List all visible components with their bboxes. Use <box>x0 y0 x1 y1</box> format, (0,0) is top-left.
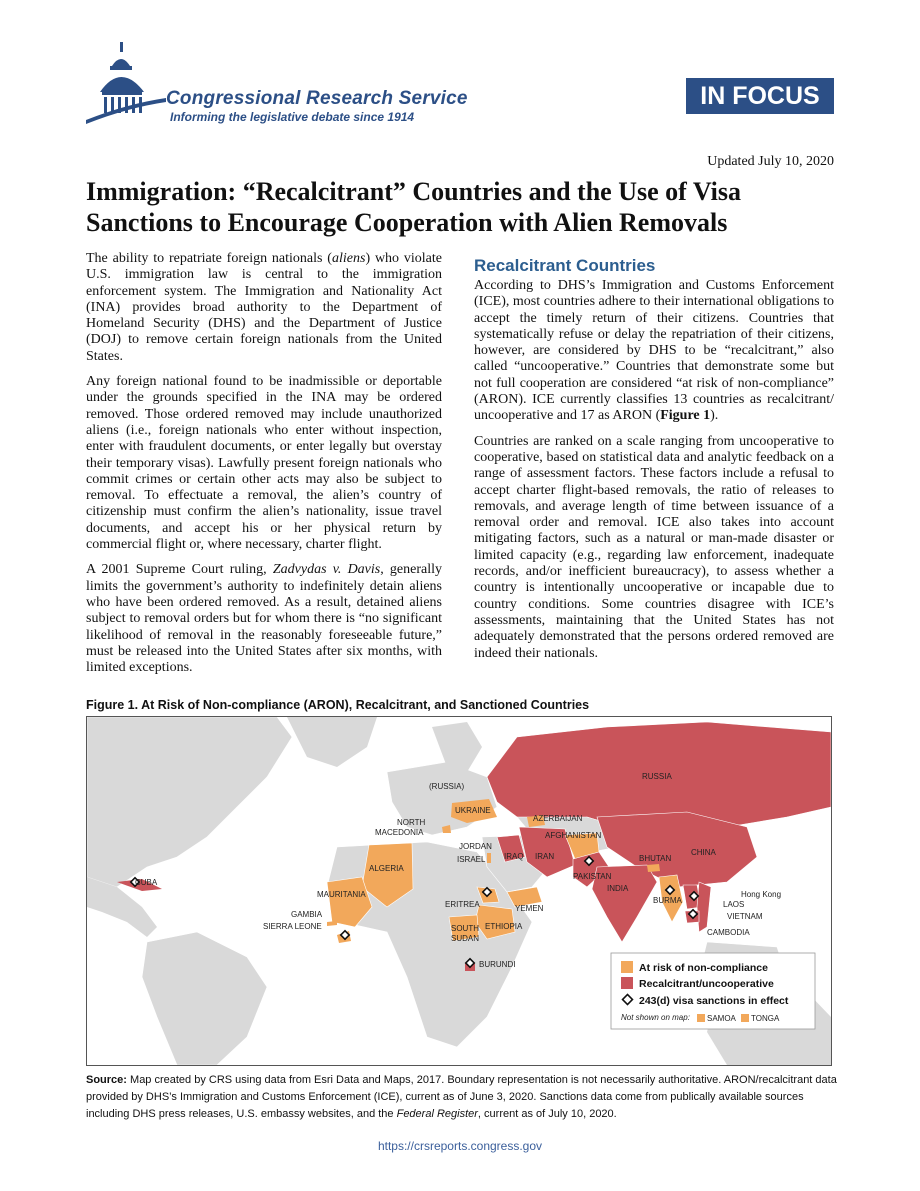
figure-caption: Figure 1. At Risk of Non-compliance (ARON), Recalcitrant, and Sanctioned Countries <box>86 698 590 712</box>
label-ethiopia: ETHIOPIA <box>485 922 523 931</box>
label-china: CHINA <box>691 848 716 857</box>
label-iraq: IRAQ <box>504 852 524 861</box>
legend-aron: At risk of non-compliance <box>639 962 768 974</box>
paragraph: Countries are ranked on a scale ranging from uncooperative to cooperative, based on statistical data and analytic feedback on a range of assessment factors. These factors include a refusal to accept charter flight-based removals, the ratio of releases to removals, and average length of time between issuance of a removal order and removal. ICE also takes into account mitigating factors, such as a natural or man-made disaster or limited capacity (e.g., regarding law enforcement, inadequate records, and/or inefficient bureaucracy), to assess whether a country is intentionally uncooperative or incapable due to country conditions. Some countries disagree with ICE’s assessments, maintaining that the United States has not adequately demonstrated that the persons ordered removed are indeed their nationals. <box>474 433 834 661</box>
israel-shape <box>487 853 491 863</box>
section-heading: Recalcitrant Countries <box>474 256 656 275</box>
label-bhutan: BHUTAN <box>639 854 672 863</box>
label-afghanistan: AFGHANISTAN <box>545 831 602 840</box>
legend-sanctions: 243(d) visa sanctions in effect <box>639 995 789 1007</box>
label-azerbaijan: AZERBAIJAN <box>533 814 583 823</box>
right-column <box>474 278 834 671</box>
bhutan-shape <box>647 864 660 872</box>
label-ukraine: UKRAINE <box>455 806 491 815</box>
label-vietnam: VIETNAM <box>727 912 763 921</box>
org-tagline: Informing the legislative debate since 1914 <box>170 110 415 124</box>
label-mauritania: MAURITANIA <box>317 890 366 899</box>
label-north-macedonia-1: NORTH <box>397 818 426 827</box>
legend-swatch-recalcitrant <box>621 977 633 989</box>
footer-url[interactable]: https://crsreports.congress.gov <box>377 1139 543 1153</box>
label-south-sudan-1: SOUTH <box>451 924 479 933</box>
label-iran: IRAN <box>535 852 555 861</box>
org-name: Congressional Research Service <box>166 88 468 109</box>
paragraph: According to DHS’s Immigration and Customs Enforcement (ICE), most countries adhere to their international obligations to accept the timely return of their citizens. Countries that systematically refuse or delay the repatriation of their citizens, however, are considered by DHS to be “recalcitrant,” also called “uncooperative.” Countries that demonstrate some but not full cooperation are considered “at risk of non-compliance” (ARON). ICE currently classifies 13 countries as recalcitrant/ uncooperative and 17 as ARON (Figure 1). <box>474 278 834 424</box>
updated-date: Updated July 10, 2020 <box>707 154 834 169</box>
label-india: INDIA <box>607 884 629 893</box>
label-pakistan: PAKISTAN <box>573 872 612 881</box>
label-sierra-leone: SIERRA LEONE <box>263 922 322 931</box>
capitol-dome-icon <box>86 42 166 124</box>
map-legend <box>611 953 815 1029</box>
legend-tonga: TONGA <box>751 1014 780 1023</box>
label-russia: RUSSIA <box>642 772 672 781</box>
legend-recalcitrant: Recalcitrant/uncooperative <box>639 978 774 990</box>
figure-source: Source: Map created by CRS using data from Esri Data and Maps, 2017. Boundary representation is not necessarily authoritative. ARON/recalcitrant data provided by DHS’s Immigration and Customs Enforcement (ICE), current as of June 3, 2020. Sanctions data come from publically available sources including DHS press releases, U.S. embassy websites, and the Federal Register, current as of July 10, 2020. <box>86 1074 837 1120</box>
label-russia-paren: (RUSSIA) <box>429 782 465 791</box>
paragraph: A 2001 Supreme Court ruling, Zadvydas v. Davis, generally limits the government’s authority to indefinitely detain aliens who have been ordered removed. As a result, detained aliens subject to removal orders but for whom there is “no significant likelihood of removal in the reasonably foreseeable future,” must be released into the United States after six months, with limited exceptions. <box>86 562 443 676</box>
label-hong-kong: Hong Kong <box>741 890 782 899</box>
legend-samoa-swatch <box>697 1014 705 1022</box>
label-algeria: ALGERIA <box>369 864 404 873</box>
legend-samoa: SAMOA <box>707 1014 736 1023</box>
legend-not-shown: Not shown on map: <box>621 1013 690 1022</box>
label-south-sudan-2: SUDAN <box>451 934 480 943</box>
label-burma: BURMA <box>653 896 682 905</box>
paragraph: Any foreign national found to be inadmissible or deportable under the grounds specified in the INA may be ordered removed. Those ordered removed may include unauthorized aliens (i.e., foreign nationals who enter without inspection, enter with fraudulent documents, or enter legally but overstay their temporary visas). Lawfully present foreign nationals who commit crimes or certain other acts may also be subject to removal. To effectuate a removal, the alien’s country of citizenship must confirm the alien’s nationality, issue travel documents, and accept his or her physical return by commercial flight or, where necessary, charter flight. <box>86 374 442 553</box>
label-israel: ISRAEL <box>457 855 486 864</box>
label-eritrea: ERITREA <box>445 900 480 909</box>
label-burundi: BURUNDI <box>479 960 516 969</box>
label-north-macedonia-2: MACEDONIA <box>375 828 424 837</box>
label-laos: LAOS <box>723 900 745 909</box>
label-cuba: CUBA <box>135 878 158 887</box>
in-focus-badge: IN FOCUS <box>686 78 834 114</box>
legend-tonga-swatch <box>741 1014 749 1022</box>
paragraph: The ability to repatriate foreign nationals (aliens) who violate U.S. immigration law is central to the immigration enforcement system. The Immigration and Nationality Act (INA) provides broad authority to the Department of Homeland Security (DHS) and the Department of Justice (DOJ) to remove certain foreign nationals from the United States. <box>86 251 442 364</box>
left-column <box>86 251 442 685</box>
legend-swatch-aron <box>621 961 633 973</box>
map-svg <box>87 717 831 1065</box>
label-yemen: YEMEN <box>515 904 544 913</box>
label-cambodia: CAMBODIA <box>707 928 750 937</box>
label-jordan: JORDAN <box>459 842 492 851</box>
world-map <box>86 716 832 1066</box>
page-title: Immigration: “Recalcitrant” Countries and the Use of Visa Sanctions to Encourage Cooperation with Alien Removals <box>86 177 741 237</box>
crs-logo <box>86 42 486 132</box>
label-gambia: GAMBIA <box>291 910 323 919</box>
